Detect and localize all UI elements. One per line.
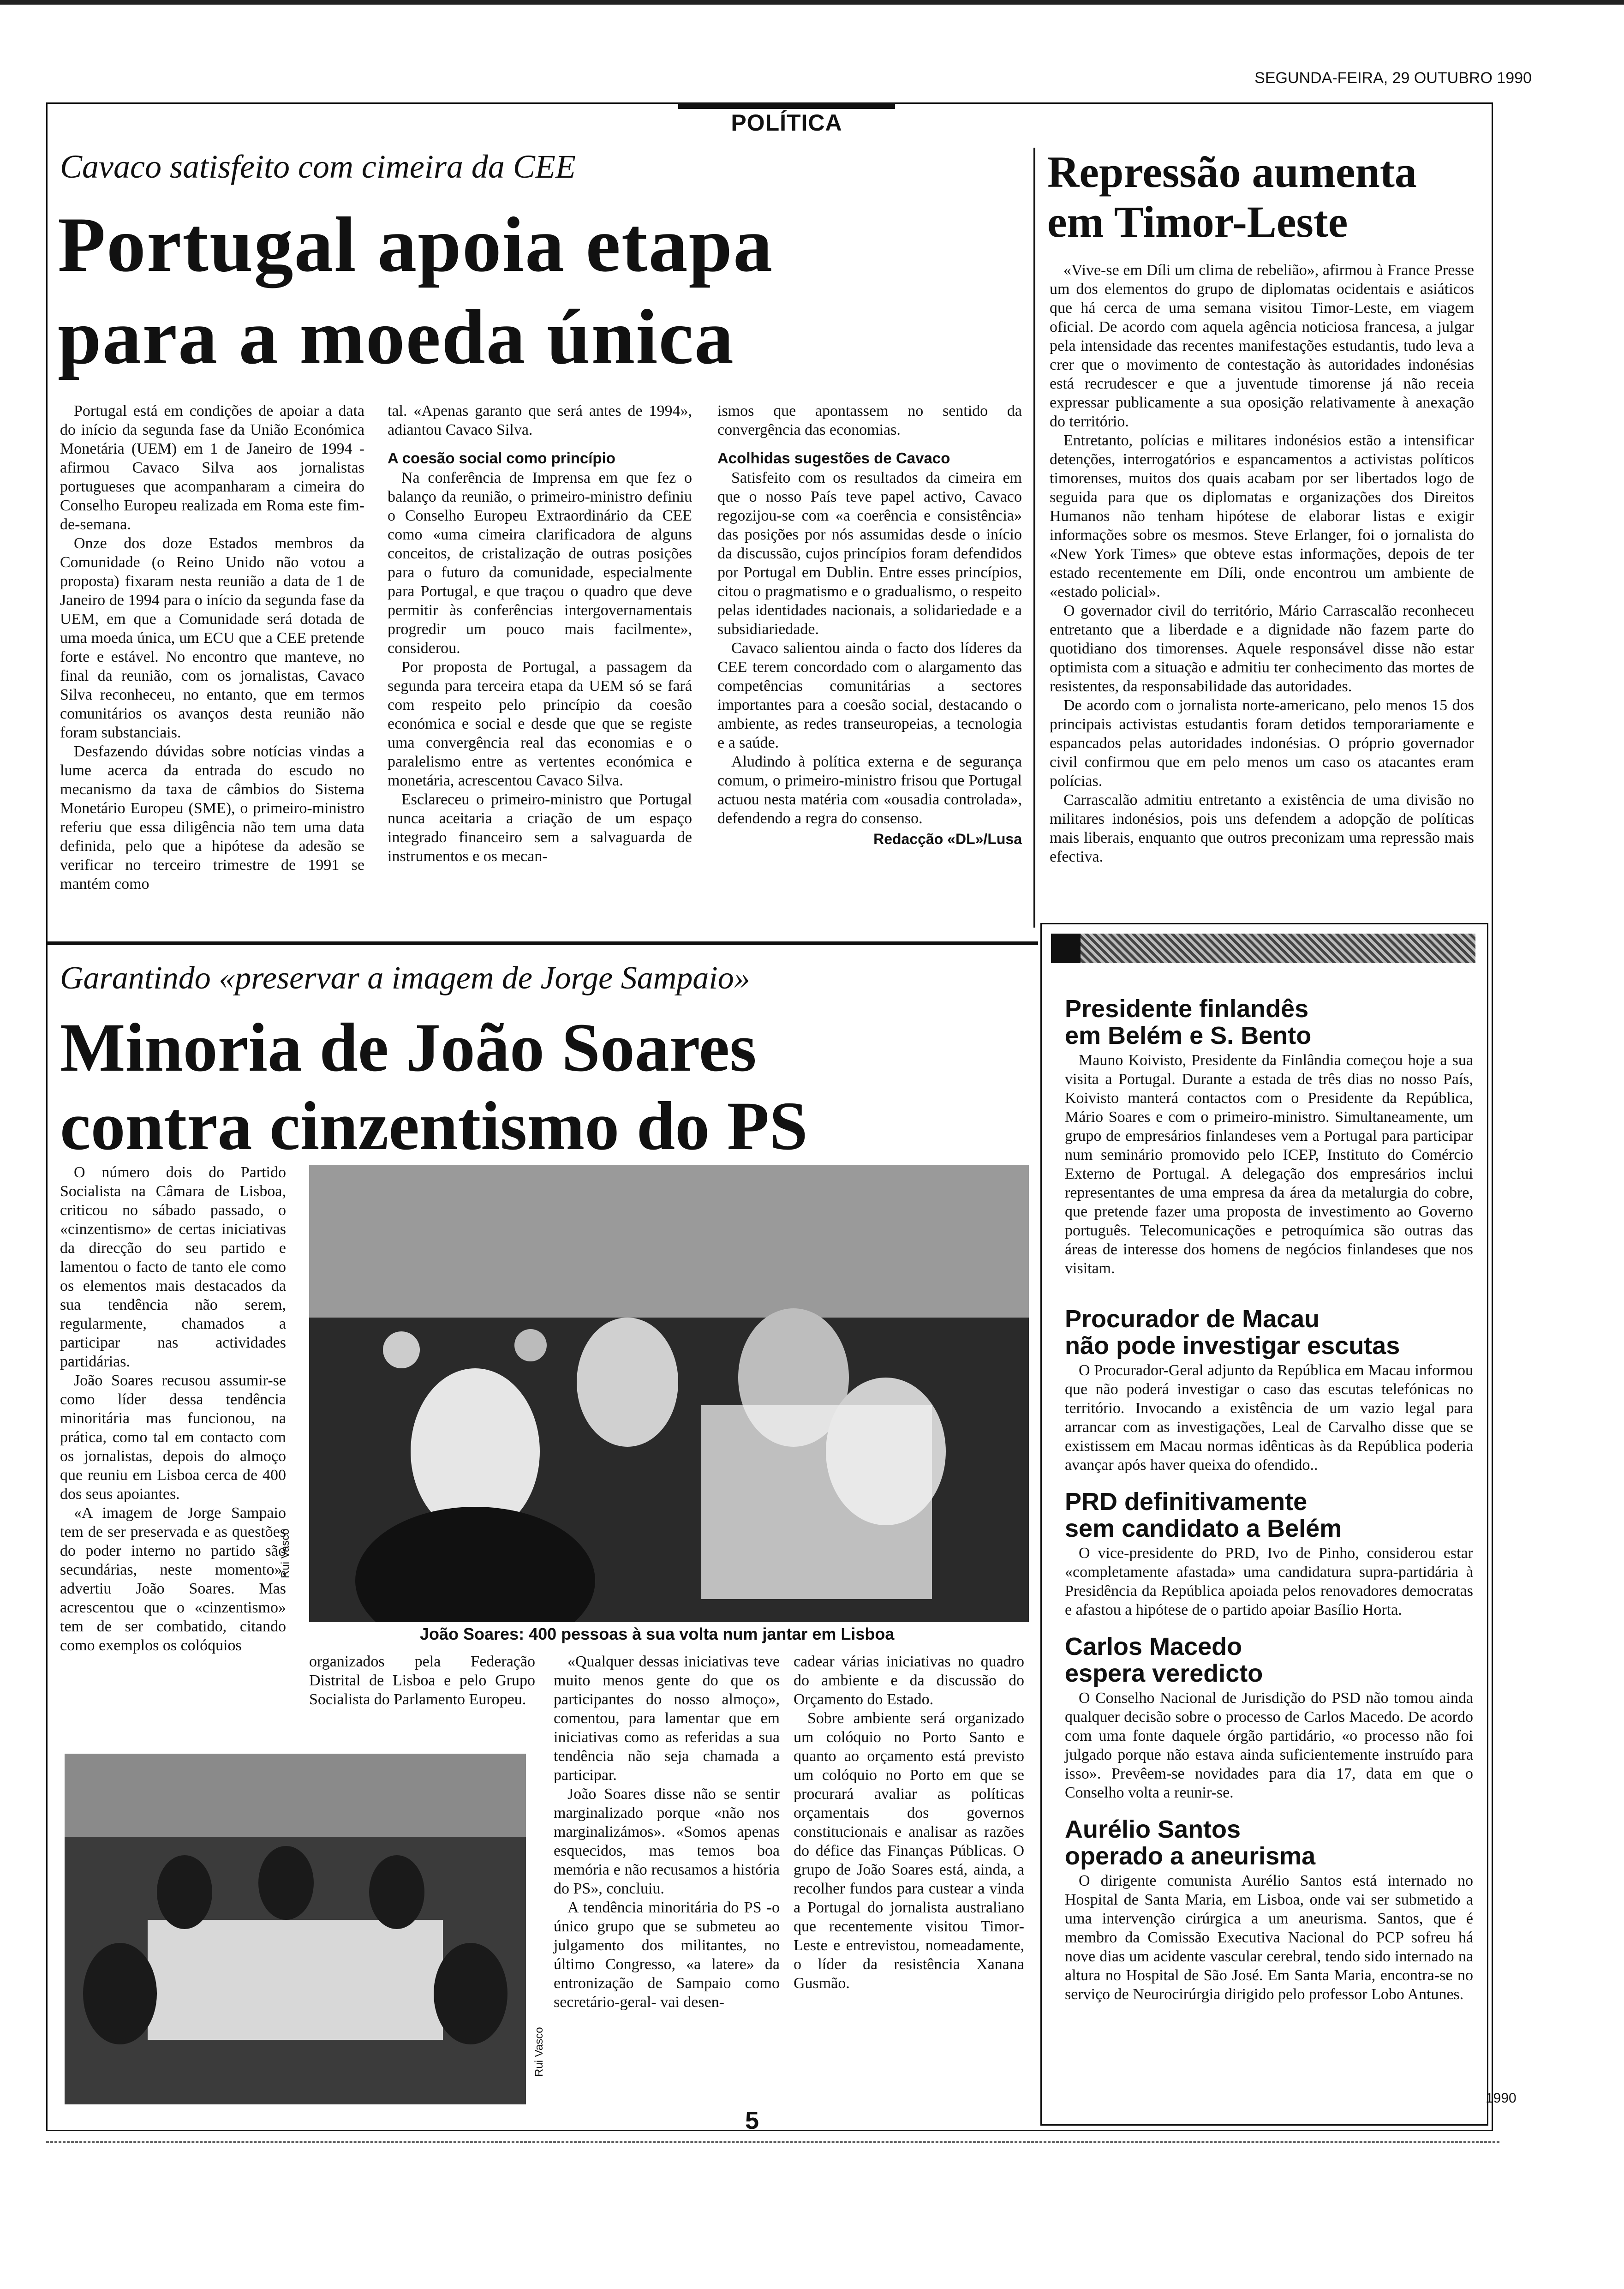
lead-col3-p1: Satisfeito com os resultados da cimeira em que o nosso País teve papel activo, Cavaco regozijou-se com «a coerência e consistência» das posições por nós assumidas desde o início da discussão, cujos princípios foram defendidos por Portugal em Dublin. Entre esses princípios, citou o pragmatismo e o gradualismo, o respeito pelas identidades nacionais, a solidariedade e a subsidiariedade.: [717, 469, 1022, 638]
lead-col-1: [60, 401, 364, 893]
lead-credit: Redacção «DL»/Lusa: [873, 831, 1022, 847]
photo-credit-1: Rui Vasco: [279, 1528, 292, 1578]
timor-headline-1: Repressão aumenta: [1047, 147, 1417, 197]
lead-col3-subhead: Acolhidas sugestões de Cavaco: [717, 449, 950, 467]
brief-title-line: não pode investigar escutas: [1065, 1332, 1400, 1360]
brief-item: [1065, 1306, 1473, 1474]
brief-item: [1065, 1816, 1473, 2004]
brief-text: Mauno Koivisto, Presidente da Finlândia começou hoje a sua visita a Portugal. Durante a estada de três dias no nosso País, Koivisto manterá contactos com o Presidente da República, Mário Soares e com o primeiro-ministro. Simultaneamente, um grupo de empresários finlandeses vem a Portugal para participar num seminário promovido pelo ICEP, Instituto do Comércio Externo de Portugal. A delegação dos empresários inclui representantes de uma empresa da área da metalurgia do cobre, que pretende fazer uma proposta de investimento ao Governo português. Telecomunicações e petroquímica são outras das áreas de interesse dos homens de negócios finlandeses que nos visitam.: [1065, 1052, 1473, 1277]
brief-title: [1065, 1306, 1473, 1359]
column-rule-top: [1033, 148, 1035, 928]
brief-title-line: Presidente finlandês: [1065, 995, 1309, 1023]
timor-p5: Carrascalão admitiu entretanto a existência de uma divisão no militares indonésios, pois uns defendem a adopção de políticas mais liberais, enquanto que outros preconizam uma repressão mais efectiva.: [1050, 791, 1474, 865]
briefs-banner-block: [1051, 934, 1081, 963]
timor-p1: «Vive-se em Díli um clima de rebelião», afirmou à France Presse um dos elementos do grupo de diplomatas ocidentais e asiáticos que há cerca de uma semana visitou Timor-Leste, em viagem oficial. De acordo com aquela agência noticiosa francesa, a julgar pela intensidade das recentes manifestações estudantis, tudo leva a crer que o movimento de contestação às autoridades indonésias está recrudescer e que a juventude timorense já não receia expressar publicamente a sua oposição relativamente à anexação do território.: [1050, 262, 1474, 430]
page-number: 5: [745, 2107, 759, 2134]
soares-col1-p2: João Soares recusou assumir-se como líder dessa tendência minoritária mas funcionou, na prática, como tal em contacto com os jornalistas, depois do almoço que reuniu em Lisboa cerca de 400 dos seus apoiantes.: [60, 1372, 286, 1503]
lead-col1-p2: Onze dos doze Estados membros da Comunidade (o Reino Unido não votou a proposta) fixaram nesta reunião a data de 1 de Janeiro de 1994 para o início da segunda fase da UEM, em que a Comunidade será dotada de uma moeda única, um ECU que a CEE pretende forte e estável. No encontro que manteve, no final da reunião, com os jornalistas, Cavaco Silva reconheceu, no entanto, que em termos comunitários os avanços desta reunião não foram substanciais.: [60, 535, 364, 741]
brief-title-line: sem candidato a Belém: [1065, 1515, 1342, 1542]
soares-col4-p2: Sobre ambiente será organizado um colóquio no Porto Santo e quanto ao orçamento está previsto um colóquio no Porto em que se procurará avaliar as políticas orçamentais dos governos constitucionais e analisar as razões do défice das Finanças Públicas. O grupo de João Soares está, ainda, a recolher fundos para custear a vinda a Portugal do jornalista australiano que recentemente visitou Timor-Leste e entrevistou, nomeadamente, o líder da resistência Xanana Gusmão.: [794, 1710, 1024, 1992]
soares-meeting-photo: [65, 1754, 526, 2104]
soares-col4-p1: cadear várias iniciativas no quadro do ambiente e da discussão do Orçamento do Estado.: [794, 1653, 1024, 1708]
brief-text: O dirigente comunista Aurélio Santos está internado no Hospital de Santa Maria, em Lisboa, onde vai ser submetido a uma intervenção cirúrgica a um aneurisma. Santos, que é membro da Comissão Executiva Nacional do PCP sofreu há nove dias um acidente vascular cerebral, tendo sido internado na altura no Hospital de São José. Em Santa Maria, encontra-se no serviço de Neurocirúrgia dirigido pelo professor Lobo Antunes.: [1065, 1872, 1473, 2003]
soares-col2-p1: organizados pela Federação Distrital de Lisboa e pelo Grupo Socialista do Parlamento Europeu.: [309, 1653, 535, 1708]
timor-p4: De acordo com o jornalista norte-americano, pelo menos 15 dos principais activistas estudantis foram detidos temporariamente e espancados pelas autoridades indonésias. O próprio governador civil confirmou que em pelo menos um caso os atacantes eram polícias.: [1050, 697, 1474, 790]
brief-item: [1065, 1488, 1473, 1619]
lead-col2-subhead: A coesão social como princípio: [388, 449, 615, 467]
footer-year: 1990: [1486, 2091, 1517, 2106]
soares-col1-p1: O número dois do Partido Socialista na Câmara de Lisboa, criticou no sábado passado, o «cinzentismo» de certas iniciativas da direcção do seu partido e lamentou o facto de tanto ele como os elementos mais destacados da sua tendência não serem, regularmente, chamados a participar nas actividades partidárias.: [60, 1164, 286, 1370]
top-rule: [0, 0, 1624, 5]
lead-kicker: Cavaco satisfeito com cimeira da CEE: [60, 148, 576, 185]
lead-col1-p1: Portugal está em condições de apoiar a data do início da segunda fase da União Económica Monetária (UEM) em 1 de Janeiro de 1994 - afirmou Cavaco Silva aos jornalistas portugueses que acompanharam a cimeira do Conselho Europeu realizada em Roma este fim-de-semana.: [60, 402, 364, 533]
soares-col1-p3: «A imagem de Jorge Sampaio tem de ser preservada e as questões do poder interno no partido são secundárias, neste momento», advertiu João Soares. Mas acrescentou que o «cinzentismo» tem de ser combatido, citando como exemplos os colóquios: [60, 1504, 286, 1654]
lead-col3-intro: ismos que apontassem no sentido da convergência das economias.: [717, 402, 1022, 438]
brief-title-line: Aurélio Santos: [1065, 1816, 1241, 1843]
briefs-banner: [1051, 934, 1475, 963]
brief-title: [1065, 995, 1473, 1049]
brief-title-line: espera veredicto: [1065, 1660, 1263, 1687]
brief-title-line: Carlos Macedo: [1065, 1633, 1242, 1660]
page-number-badge: [720, 2104, 784, 2137]
brief-text: O Conselho Nacional de Jurisdição do PSD não tomou ainda qualquer decisão sobre o processo de Carlos Macedo. De acordo com uma fonte daquele órgão partidário, «o processo não foi julgado porque não estava ainda suficientemente instruído para isso». Prevêem-se novidades para dia 17, data em que o Conselho volta a reunir-se.: [1065, 1690, 1473, 1801]
brief-text: O Procurador-Geral adjunto da República em Macau informou que não poderá investigar o caso das escutas telefónicas no território. Invocando a existência de um vazio legal para arrancar com as investigações, Leal de Carvalho disse que se existissem em Macau normas idênticas às da República poderia avançar após haver queixa do ofendido..: [1065, 1362, 1473, 1474]
photo-caption: João Soares: 400 pessoas à sua volta num jantar em Lisboa: [420, 1624, 895, 1643]
soares-col-4: [794, 1652, 1024, 1993]
photo2-scene: [65, 1754, 526, 2104]
soares-col3-p2: João Soares disse não se sentir marginalizado porque «não nos marginalizámos». «Somos apenas esquecidos, mas temos boa memória e não recusamos a história do PS», concluiu.: [554, 1786, 780, 1897]
lead-col-3: [717, 401, 1022, 849]
brief-title-line: PRD definitivamente: [1065, 1488, 1308, 1516]
soares-headline-1: Minoria de João Soares: [60, 1009, 757, 1086]
soares-col-1: [60, 1163, 286, 1655]
brief-title-line: Procurador de Macau: [1065, 1305, 1320, 1333]
soares-dinner-photo: [309, 1165, 1029, 1622]
brief-title: [1065, 1633, 1473, 1687]
soares-col3-p3: A tendência minoritária do PS -o único grupo que se submeteu ao julgamento dos militantes, no último Congresso, «a latere» da entronização de Sampaio como secretário-geral- vai desen-: [554, 1899, 780, 2011]
lead-headline-2: para a moeda única: [58, 294, 734, 380]
lead-col-2: [388, 401, 692, 866]
brief-title-line: operado a aneurisma: [1065, 1842, 1316, 1870]
timor-p3: O governador civil do território, Mário Carrascalão reconheceu entretanto que a liberdade e a dignidade não fazem parte do quotidiano dos timorenses. Aquele responsável disse não estar optimista com a situação e admitiu ter conhecimento das mortes de resistentes, da responsabilidade das autoridades.: [1050, 602, 1474, 695]
lead-col2-intro: tal. «Apenas garanto que será antes de 1994», adiantou Cavaco Silva.: [388, 402, 692, 438]
brief-item: [1065, 995, 1473, 1278]
timor-headline-2: em Timor-Leste: [1047, 197, 1348, 246]
soares-col-3: [554, 1652, 780, 2012]
brief-title-line: em Belém e S. Bento: [1065, 1022, 1312, 1049]
lead-col1-p3: Desfazendo dúvidas sobre notícias vindas a lume acerca da entrada do escudo no mecanismo da taxa de câmbios do Sistema Monetário Europeu (SME), o primeiro-ministro referiu que essa diligência não tem uma data definida, pelo que a hipótese da adesão se verificar no terceiro trimestre de 1991 se mantém como: [60, 743, 364, 893]
timor-p2: Entretanto, polícias e militares indonésios estão a intensificar detenções, interrogatórios e espancamentos a activistas políticos timorenses, muitos dos quais acabam por ser libertados logo de seguida para que os diplomatas e organizações dos Direitos Humanos não tenham hipótese de elaborar listas e exigir informações sobre os mesmos. Steve Erlanger, foi o jornalista do «New York Times» que obteve estas informações, depois de ter estado recentemente em Díli, onde encontrou um ambiente de «estado policial».: [1050, 432, 1474, 600]
timor-body: [1050, 261, 1474, 866]
briefs-list: [1042, 963, 1487, 2004]
brief-title: [1065, 1488, 1473, 1542]
soares-col3-p1: «Qualquer dessas iniciativas teve muito menos gente do que os participantes do nosso almoço», comentou, para lamentar que em iniciativas como as referidas a sua tendência não seja chamada a participar.: [554, 1653, 780, 1784]
date-line: SEGUNDA-FEIRA, 29 OUTUBRO 1990: [1254, 69, 1532, 87]
photo-scene: [309, 1165, 1029, 1622]
briefs-box: [1040, 923, 1488, 2126]
soares-col-2: [309, 1652, 535, 1709]
lead-headline-1: Portugal apoia etapa: [58, 201, 774, 288]
section-divider: [46, 941, 1038, 945]
brief-item: [1065, 1633, 1473, 1802]
soares-headline-2: contra cinzentismo do PS: [60, 1088, 808, 1164]
section-label: POLÍTICA: [731, 110, 842, 136]
lead-col2-p1: Na conferência de Imprensa em que fez o balanço da reunião, o primeiro-ministro definiu o Conselho Europeu Extraordinário da CEE como «uma cimeira clarificadora de alguns conceitos, de cristalização de outras posições para o futuro da comunidade, especialmente para Portugal, e que traçou o quadro que deve permitir às conferências intergovernamentais progredir um pouco mais facilmente», considerou.: [388, 469, 692, 657]
photo-credit-2: Rui Vasco: [533, 2027, 545, 2077]
footer-dash-rule: [46, 2141, 1499, 2143]
section-tag: [678, 102, 895, 146]
lead-col3-p3: Aludindo à política externa e de segurança comum, o primeiro-ministro frisou que Portugal actuou nesta matéria com «ousadia controlada», defendendo a regra do consenso.: [717, 753, 1022, 827]
brief-text: O vice-presidente do PRD, Ivo de Pinho, considerou estar «completamente afastada» uma candidatura supra-partidária à Presidência da República apoiada pelos renovadores democratas e afastou a hipótese de o partido apoiar Basílio Horta.: [1065, 1545, 1473, 1618]
lead-col2-p2: Por proposta de Portugal, a passagem da segunda para terceira etapa da UEM só se fará com respeito pelo princípio da coesão económica e social e desde que que se registe uma convergência real das economias e o paralelismo entre as vertentes económica e monetária, acrescentou Cavaco Silva.: [388, 659, 692, 789]
lead-col2-p3: Esclareceu o primeiro-ministro que Portugal nunca aceitaria a criação de um espaço integrado financeiro sem a salvaguarda de instrumentos e os mecan-: [388, 791, 692, 865]
brief-title: [1065, 1816, 1473, 1870]
soares-kicker: Garantindo «preservar a imagem de Jorge Sampaio»: [60, 960, 750, 996]
lead-col3-p2: Cavaco salientou ainda o facto dos líderes da CEE terem concordado com o alargamento das competências comunitárias a sectores importantes para a coesão social, destacando o ambiente, as redes transeuropeias, a tecnologia e a saúde.: [717, 640, 1022, 751]
